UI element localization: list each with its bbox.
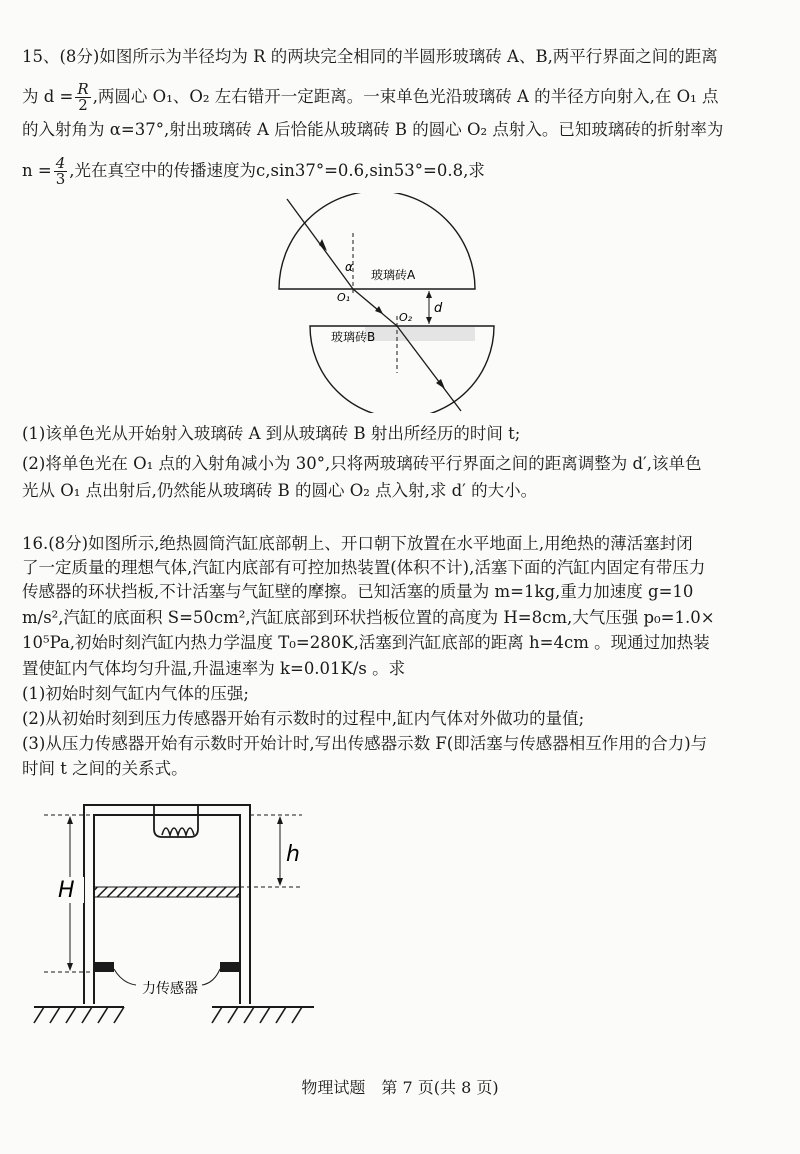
glass-b-label: 玻璃砖B <box>331 330 376 344</box>
q15-line-4-suffix: ,光在真空中的传播速度为c,sin37°=0.6,sin53°=0.8,求 <box>69 161 485 180</box>
cylinder-inner-wall <box>94 815 240 1004</box>
d-arrow-top <box>426 291 432 298</box>
glass-b-shading <box>365 327 475 341</box>
q16-line-2: 了一定质量的理想气体,汽缸内底部有可控加热装置(体积不计),活塞下面的汽缸内固定有带压力 <box>22 558 706 577</box>
d-arrow-bottom <box>426 317 432 324</box>
q16-sub-3-line-2: 时间 t 之间的关系式。 <box>22 759 188 778</box>
q16-line-5: 10⁵Pa,初始时刻汽缸内热力学温度 T₀=280K,活塞到汽缸底部的距离 h=4cm 。现通过加热装 <box>22 633 710 652</box>
q15-sub-2-line-1: (2)将单色光在 O₁ 点的入射角减小为 30°,只将两玻璃砖平行界面之间的距离调整为 d′,该单色 <box>22 454 702 473</box>
q15-sub-1: (1)该单色光从开始射入玻璃砖 A 到从玻璃砖 B 射出所经历的时间 t; <box>22 424 521 443</box>
q16-line-6: 置使缸内气体均匀升温,升温速率为 k=0.01K/s 。求 <box>22 659 406 678</box>
q15-line-2 <box>22 82 784 113</box>
q16-line-4: m/s²,汽缸的底面积 S=50cm²,汽缸底部到环状挡板位置的高度为 H=8cm,大气压强 p₀=1.0× <box>22 608 715 627</box>
q15-d-frac-num: R <box>77 80 89 98</box>
H-label: H <box>58 878 75 903</box>
alpha-label: α <box>345 260 353 274</box>
h-arrow-bottom <box>277 878 283 886</box>
q15-line-4 <box>22 156 784 187</box>
sensor-block-right <box>220 962 240 972</box>
sensor-leader-left <box>114 969 136 985</box>
glass-a-label: 玻璃砖A <box>371 268 416 282</box>
d-label: d <box>434 301 443 316</box>
ground-hatch-right <box>212 1007 302 1023</box>
heater-wire <box>154 805 198 837</box>
h-arrow-top <box>277 816 283 824</box>
q15-sub-2-line-2: 光从 O₁ 点出射后,仍然能从玻璃砖 B 的圆心 O₂ 点入射,求 d′ 的大小。 <box>22 481 538 500</box>
o2-label: O₂ <box>399 311 413 324</box>
q15-n-frac-den: 3 <box>55 170 66 188</box>
H-arrow-bottom <box>67 963 73 971</box>
q15-d-fraction <box>75 82 90 113</box>
light-ray-gap <box>353 289 397 326</box>
q15-line-1: 15、(8分)如图所示为半径均为 R 的两块完全相同的半圆形玻璃砖 A、B,两平行界面之间的距离 <box>22 47 718 66</box>
q15-figure <box>265 193 495 413</box>
sensor-label: 力传感器 <box>142 981 198 997</box>
sensor-block-left <box>94 962 114 972</box>
q16-sub-1: (1)初始时刻气缸内气体的压强; <box>22 684 249 703</box>
q15-line-2-suffix: ,两圆心 O₁、O₂ 左右错开一定距离。一束单色光沿玻璃砖 A 的半径方向射入,在 O₁ 点 <box>92 87 719 106</box>
H-arrow-top <box>67 816 73 824</box>
ray-arrow-2 <box>375 306 383 314</box>
piston <box>94 887 240 897</box>
q16-line-1: 16.(8分)如图所示,绝热圆筒汽缸底部朝上、开口朝下放置在水平地面上,用绝热的薄活塞封闭 <box>22 534 693 553</box>
cylinder-outer-wall <box>84 805 250 1004</box>
q16-sub-2: (2)从初始时刻到压力传感器开始有示数时的过程中,缸内气体对外做功的量值; <box>22 709 585 728</box>
q15-d-prefix: 为 d = <box>22 87 74 106</box>
q15-n-frac-num: 4 <box>55 154 66 172</box>
page-footer: 物理试题 第 7 页(共 8 页) <box>301 1078 499 1097</box>
q16-figure <box>30 795 350 1035</box>
q15-n-fraction <box>54 156 68 187</box>
q15-line-3: 的入射角为 α=37°,射出玻璃砖 A 后恰能从玻璃砖 B 的圆心 O₂ 点射入。已知玻璃砖的折射率为 <box>22 120 724 139</box>
heater-coil <box>162 828 194 835</box>
q15-d-frac-den: 2 <box>78 96 88 114</box>
o1-label: O₁ <box>337 291 351 304</box>
sensor-leader-right <box>202 969 220 985</box>
q16-sub-3-line-1: (3)从压力传感器开始有示数时开始计时,写出传感器示数 F(即活塞与传感器相互作用的合力)与 <box>22 734 708 753</box>
h-label: h <box>286 842 300 867</box>
q16-line-3: 传感器的环状挡板,不计活塞与气缸壁的摩擦。已知活塞的质量为 m=1kg,重力加速度 g=10 <box>22 582 694 601</box>
q15-n-prefix: n = <box>22 161 52 180</box>
ground-hatch-left <box>34 1007 124 1023</box>
